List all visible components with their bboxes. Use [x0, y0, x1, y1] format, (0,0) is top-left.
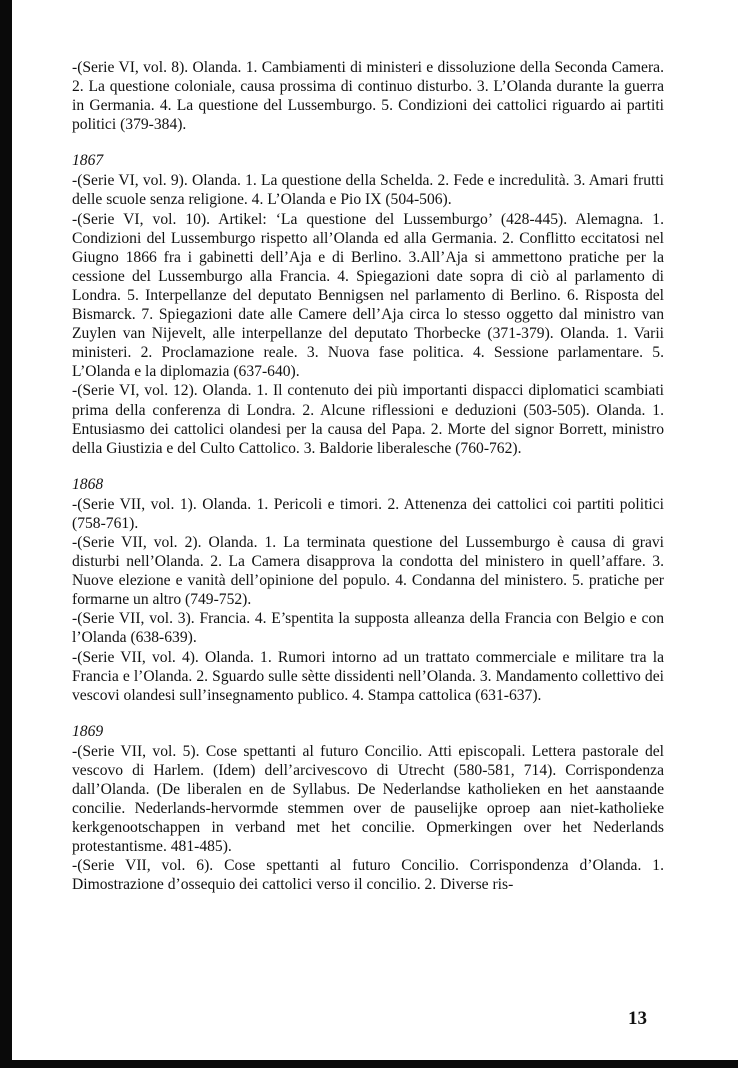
section-1867	[72, 151, 664, 457]
year-heading: 1869	[72, 722, 104, 740]
entry: -(Serie VII, vol. 5). Cose spettanti al futuro Concilio. Atti episcopali. Lettera pastorale del vescovo di Harlem. (Idem) dell’arcivescovo di Utrecht (580-581, 714). Corrispondenza dall’Olanda. (De liberalen en de Syllabus. De Nederlandse katholieken en het aanstaande concilie. Nederlands-hervormde stemmen over de pauselijke oproep aan niet-katholieke kerkgenootschappen in verband met het concilie. Opmerkingen over het Nederlands protestantisme. 481-485).	[72, 742, 664, 856]
intro-paragraph: -(Serie VI, vol. 8). Olanda. 1. Cambiamenti di ministeri e dissoluzione della Seconda Camera. 2. La questione coloniale, causa prossima di continuo disturbo. 3. L’Olanda durante la guerra in Germania. 4. La questione del Lussemburgo. 5. Condizioni dei cattolici riguardo ai partiti politici (379-384).	[72, 59, 664, 134]
page-number: 13	[628, 1008, 647, 1029]
entry: -(Serie VII, vol. 4). Olanda. 1. Rumori intorno ad un trattato commerciale e militare tra la Francia e l’Olanda. 2. Sguardo sulle sètte dissidenti nell’Olanda. 3. Mandamento collettivo dei vescovi olandesi sull’insegnamento publico. 4. Stampa cattolica (631-637).	[72, 648, 664, 704]
entry: -(Serie VI, vol. 12). Olanda. 1. Il contenuto dei più importanti dispacci diplomatici scambiati prima della conferenza di Londra. 2. Alcune riflessioni e deduzioni (503-505). Olanda. 1. Entusiasmo dei cattolici olandesi per la causa del Papa. 2. Morte del signor Borrett, ministro della Giustizia e del Culto Cattolico. 3. Baldorie liberalesche (760-762).	[72, 382, 664, 457]
entry: -(Serie VII, vol. 2). Olanda. 1. La terminata questione del Lussemburgo è causa di gravi disturbi nell’Olanda. 2. La Camera disapprova la condotta del ministero in quell’affare. 3. Nuove elezione e vanità dell’opinione del populo. 4. Condanna del ministero. 5. pratiche per formarne un altro (749-752).	[72, 533, 664, 609]
book-spine-shadow	[0, 0, 12, 1068]
entry: -(Serie VII, vol. 3). Francia. 4. E’spentita la supposta alleanza della Francia con Belgio e con l’Olanda (638-639).	[72, 610, 664, 647]
year-heading: 1868	[72, 475, 104, 493]
section-1868	[72, 475, 664, 705]
entry: -(Serie VI, vol. 10). Artikel: ‘La questione del Lussemburgo’ (428-445). Alemagna. 1. Condizioni del Lussemburgo rispetto all’Olanda ed alla Germania. 2. Conflitto eccitatosi nel Giugno 1866 fra i gabinetti dell’Aja e di Berlino. 3.All’Aja si ammettono pratiche per la cessione del Lussemburgo alla Francia. 4. Spiegazioni date sopra di ciò al parlamento di Londra. 5. Interpellanze del deputato Bennigsen nel parlamento di Berlino. 6. Risposta del Bismarck. 7. Spiegazioni date alle Camere dell’Aja circa lo stesso oggetto dal ministro van Zuylen van Nijevelt, alle interpellanze del deputato Thorbecke (371-379). Olanda. 1. Varii ministeri. 2. Proclamazione reale. 3. Nuova fase politica. 4. Sessione parlamentare. 5. L’Olanda e la diplomazia (637-640).	[72, 210, 664, 381]
page-body	[72, 58, 664, 895]
section-1869	[72, 722, 664, 895]
year-heading: 1867	[72, 152, 104, 170]
entry: -(Serie VI, vol. 9). Olanda. 1. La questione della Schelda. 2. Fede e incredulità. 3. Amari frutti delle scuole senza religione. 4. L’Olanda e Pio IX (504-506).	[72, 172, 664, 209]
page-bottom-edge	[0, 1060, 738, 1068]
entry: -(Serie VII, vol. 6). Cose spettanti al futuro Concilio. Corrispondenza d’Olanda. 1. Dimostrazione d’ossequio dei cattolici verso il concilio. 2. Diverse ris-	[72, 857, 664, 894]
entry: -(Serie VII, vol. 1). Olanda. 1. Pericoli e timori. 2. Attenenza dei cattolici coi partiti politici (758-761).	[72, 495, 664, 532]
